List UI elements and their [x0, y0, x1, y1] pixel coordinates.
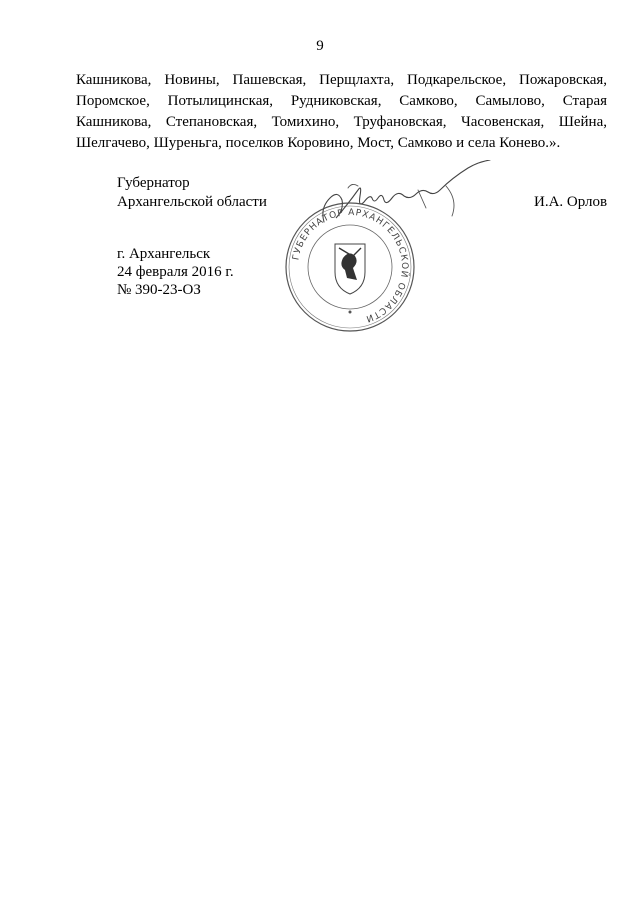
date: 24 февраля 2016 г.	[117, 264, 234, 280]
signer-title	[117, 174, 267, 212]
place-date-block	[117, 245, 234, 299]
body-line: Поромское, Потылицинская, Рудниковская, Самково, Самылово, Старая	[76, 93, 607, 109]
page-number: 9	[316, 38, 324, 54]
body-paragraph	[76, 70, 607, 154]
law-number: № 390-23-ОЗ	[117, 282, 201, 298]
city: г. Архангельск	[117, 246, 211, 262]
body-line: Кашникова, Новины, Пашевская, Перщлахта, Подкарельское, Пожаровская,	[76, 72, 607, 88]
signer-title-line2: Архангельской области	[117, 194, 267, 210]
signer-name: И.А. Орлов	[534, 194, 608, 210]
body-line: Кашникова, Степановская, Томихино, Труфановская, Часовенская, Шейна,	[76, 114, 607, 130]
svg-text:ГУБЕРНАТОР АРХАНГЕЛЬСКОЙ ОБЛАС: ГУБЕРНАТОР АРХАНГЕЛЬСКОЙ ОБЛАСТИ	[291, 207, 410, 324]
body-line: Шелгачево, Шуреньга, поселков Коровино, Мост, Самково и села Конево.».	[76, 135, 561, 151]
signer-title-line1: Губернатор	[117, 175, 190, 191]
handwritten-signature-icon	[318, 160, 498, 230]
